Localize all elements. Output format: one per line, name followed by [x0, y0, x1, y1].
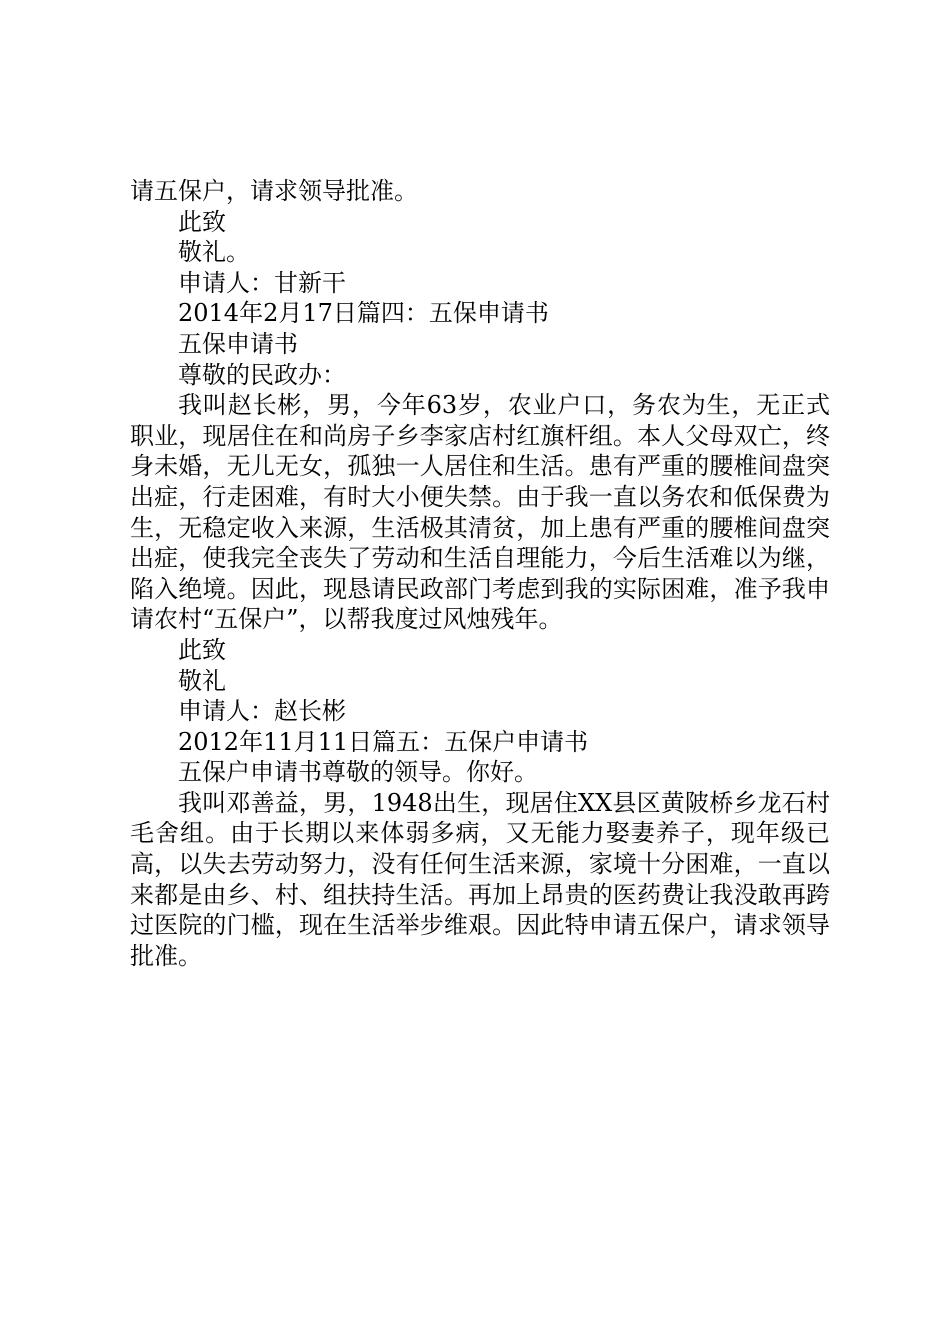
- date-and-section-heading: 2012年11月11日篇五：五保户申请书: [178, 727, 589, 756]
- paragraph-continuation: 请五保户，请求领导批准。: [130, 177, 418, 205]
- letter-greeting: 尊敬的民政办：: [178, 360, 346, 389]
- applicant-signature: 申请人：甘新干: [178, 268, 346, 297]
- applicant-signature: 申请人：赵长彬: [178, 697, 346, 726]
- letter-title-and-greeting: 五保户申请书尊敬的领导。你好。: [178, 758, 538, 787]
- letter-title: 五保申请书: [178, 329, 298, 358]
- closing-salutation: 此致: [178, 635, 226, 664]
- closing-salutation: 此致: [178, 207, 226, 236]
- closing-regards: 敬礼: [178, 666, 226, 695]
- closing-regards: 敬礼。: [178, 238, 250, 267]
- date-and-section-heading: 2014年2月17日篇四：五保申请书: [178, 299, 549, 328]
- document-body: [130, 176, 830, 971]
- letter-body-paragraph: 我叫邓善益，男，1948出生，现居住XX县区黄陂桥乡龙石村毛舍组。由于长期以来体弱多病，又无能力娶妻养子，现年级已高，以失去劳动努力，没有任何生活来源，家境十分困难，一直以来都是由乡、村、组扶持生活。再加上昂贵的医药费让我没敢再跨过医院的门槛，现在生活举步维艰。因此特申请五保户，请求领导批准。: [130, 788, 830, 970]
- letter-body-paragraph: 我叫赵长彬，男，今年63岁，农业户口，务农为生，无正式职业，现居住在和尚房子乡李家店村红旗杆组。本人父母双亡，终身未婚，无儿无女，孤独一人居住和生活。患有严重的腰椎间盘突出症，行走困难，有时大小便失禁。由于我一直以务农和低保费为生，无稳定收入来源，生活极其清贫，加上患有严重的腰椎间盘突出症，使我完全丧失了劳动和生活自理能力，今后生活难以为继，陷入绝境。因此，现恳请民政部门考虑到我的实际困难，准予我申请农村“五保户”，以帮我度过风烛残年。: [130, 391, 830, 634]
